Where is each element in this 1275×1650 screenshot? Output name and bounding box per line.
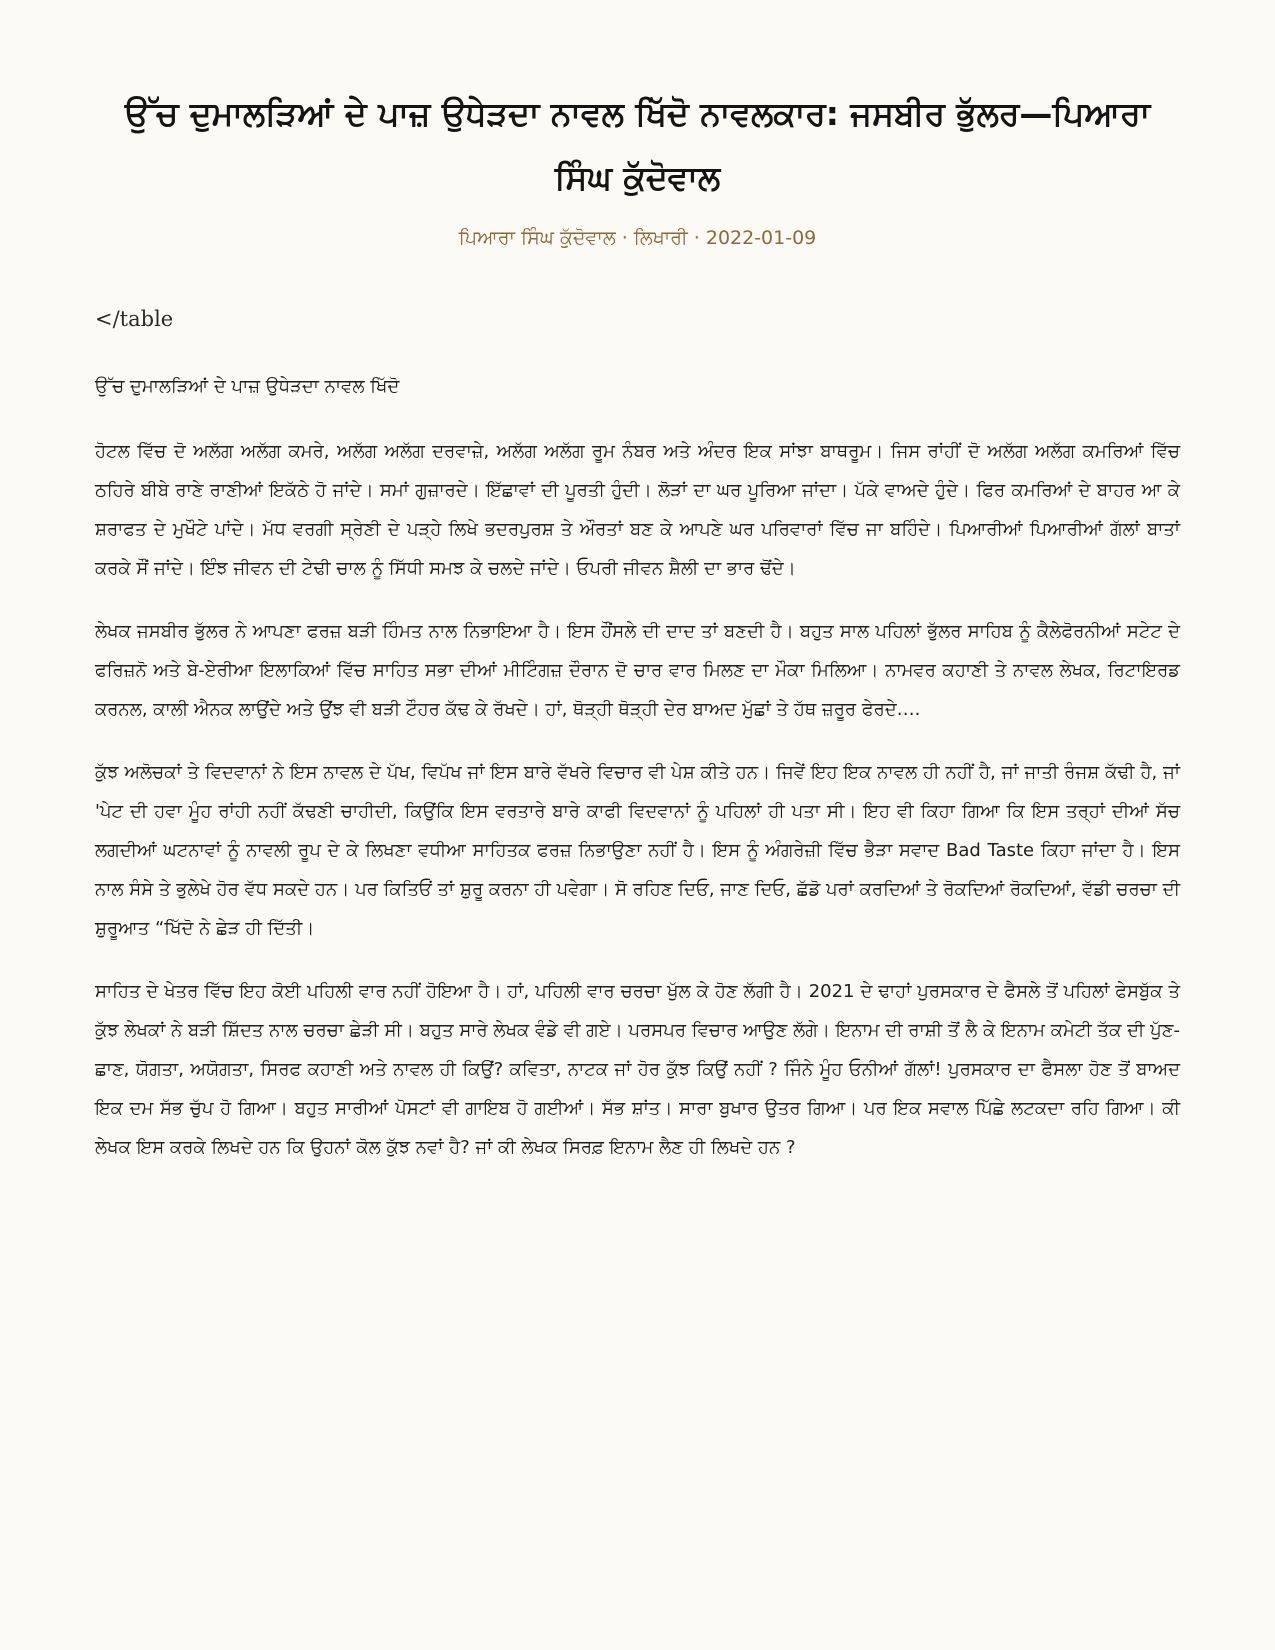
paragraph-3: ਕੁੱਝ ਅਲੋਚਕਾਂ ਤੇ ਵਿਦਵਾਨਾਂ ਨੇ ਇਸ ਨਾਵਲ ਦੇ ਪੱਖ, ਵਿਪੱਖ ਜਾਂ ਇਸ ਬਾਰੇ ਵੱਖਰੇ ਵਿਚਾਰ ਵੀ ਪੇਸ਼ ਕੀਤੇ ਹਨ। ਜਿਵੇਂ ਇਹ ਇਕ ਨਾਵਲ ਹੀ ਨਹੀਂ ਹੈ, ਜਾਂ ਜਾਤੀ ਰੰਜਸ਼ ਕੱਢੀ ਹੈ, ਜਾਂ 'ਪੇਟ ਦੀ ਹਵਾ ਮੂੰਹ ਰਾਂਹੀ ਨਹੀਂ ਕੱਢਣੀ ਚਾਹੀਦੀ, ਕਿਉਂਕਿ ਇਸ ਵਰਤਾਰੇ ਬਾਰੇ ਕਾਫੀ ਵਿਦਵਾਨਾਂ ਨੂੰ ਪਹਿਲਾਂ ਹੀ ਪਤਾ ਸੀ। ਇਹ ਵੀ ਕਿਹਾ ਗਿਆ ਕਿ ਇਸ ਤਰ੍ਹਾਂ ਦੀਆਂ ਸੱਚ ਲਗਦੀਆਂ ਘਟਨਾਵਾਂ ਨੂੰ ਨਾਵਲੀ ਰੂਪ ਦੇ ਕੇ ਲਿਖਣਾ ਵਧੀਆ ਸਾਹਿਤਕ ਫਰਜ਼ ਨਿਭਾਉਣਾ ਨਹੀਂ ਹੈ। ਇਸ ਨੂੰ ਅੰਗਰੇਜ਼ੀ ਵਿੱਚ ਭੈੜਾ ਸਵਾਦ Bad Taste ਕਿਹਾ ਜਾਂਦਾ ਹੈ। ਇਸ ਨਾਲ ਸੰਸੇ ਤੇ ਭੁਲੇਖੇ ਹੋਰ ਵੱਧ ਸਕਦੇ ਹਨ। ਪਰ ਕਿਤਿਓਂ ਤਾਂ ਸ਼ੁਰੂ ਕਰਨਾ ਹੀ ਪਵੇਗਾ। ਸੋ ਰਹਿਣ ਦਿਓ, ਜਾਣ ਦਿਓ, ਛੱਡੋ ਪਰਾਂ ਕਰਦਿਆਂ ਤੇ ਰੋਕਦਿਆਂ ਰੋਕਦਿਆਂ, ਵੱਡੀ ਚਰਚਾ ਦੀ ਸ਼ੁਰੂਆਤ “ਖਿੱਦੋ ਨੇ ਛੇੜ ਹੀ ਦਿੱਤੀ। xyxy=(95,762,1181,939)
paragraph-2: ਲੇਖਕ ਜਸਬੀਰ ਭੁੱਲਰ ਨੇ ਆਪਣਾ ਫਰਜ਼ ਬੜੀ ਹਿੰਮਤ ਨਾਲ ਨਿਭਾਇਆ ਹੈ। ਇਸ ਹੌਂਸਲੇ ਦੀ ਦਾਦ ਤਾਂ ਬਣਦੀ ਹੈ। ਬਹੁਤ ਸਾਲ ਪਹਿਲਾਂ ਭੁੱਲਰ ਸਾਹਿਬ ਨੂੰ ਕੈਲੇਫੋਰਨੀਆਂ ਸਟੇਟ ਦੇ ਫਰਿਜ਼ਨੋ ਅਤੇ ਬੇ-ਏਰੀਆ ਇਲਾਕਿਆਂ ਵਿੱਚ ਸਾਹਿਤ ਸਭਾ ਦੀਆਂ ਮੀਟਿੰਗਜ਼ ਦੌਰਾਨ ਦੋ ਚਾਰ ਵਾਰ ਮਿਲਣ ਦਾ ਮੌਕਾ ਮਿਲਿਆ। ਨਾਮਵਰ ਕਹਾਣੀ ਤੇ ਨਾਵਲ ਲੇਖਕ, ਰਿਟਾਇਰਡ ਕਰਨਲ, ਕਾਲੀ ਐਨਕ ਲਾਉਂਦੇ ਅਤੇ ਉਂਝ ਵੀ ਬੜੀ ਟੌਹਰ ਕੱਢ ਕੇ ਰੱਖਦੇ। ਹਾਂ, ਥੋੜ੍ਹੀ ਥੋੜ੍ਹੀ ਦੇਰ ਬਾਅਦ ਮੁੱਛਾਂ ਤੇ ਹੱਥ ਜ਼ਰੂਰ ਫੇਰਦੇ…. xyxy=(95,621,1180,720)
article-subheading: ਉੱਚ ਦੁਮਾਲੜਿਆਂ ਦੇ ਪਾਜ਼ ਉਧੇੜਦਾ ਨਾਵਲ ਖਿੱਦੋ xyxy=(95,376,400,397)
article-body xyxy=(95,304,1180,1167)
stray-markup-text: </table xyxy=(95,307,174,331)
paragraph-4: ਸਾਹਿਤ ਦੇ ਖੇਤਰ ਵਿੱਚ ਇਹ ਕੋਈ ਪਹਿਲੀ ਵਾਰ ਨਹੀਂ ਹੋਇਆ ਹੈ। ਹਾਂ, ਪਹਿਲੀ ਵਾਰ ਚਰਚਾ ਖੁੱਲ ਕੇ ਹੋਣ ਲੱਗੀ ਹੈ। 2021 ਦੇ ਢਾਹਾਂ ਪੁਰਸਕਾਰ ਦੇ ਫੈਸਲੇ ਤੋਂ ਪਹਿਲਾਂ ਫੇਸਬੁੱਕ ਤੇ ਕੁੱਝ ਲੇਖਕਾਂ ਨੇ ਬੜੀ ਸ਼ਿੱਦਤ ਨਾਲ ਚਰਚਾ ਛੇੜੀ ਸੀ। ਬਹੁਤ ਸਾਰੇ ਲੇਖਕ ਵੰਡੇ ਵੀ ਗਏ। ਪਰਸਪਰ ਵਿਚਾਰ ਆਉਣ ਲੱਗੇ। ਇਨਾਮ ਦੀ ਰਾਸ਼ੀ ਤੋਂ ਲੈ ਕੇ ਇਨਾਮ ਕਮੇਟੀ ਤੱਕ ਦੀ ਪੁੱਣ-ਛਾਣ, ਯੋਗਤਾ, ਅਯੋਗਤਾ, ਸਿਰਫ ਕਹਾਣੀ ਅਤੇ ਨਾਵਲ ਹੀ ਕਿਉਂ? ਕਵਿਤਾ, ਨਾਟਕ ਜਾਂ ਹੋਰ ਕੁੱਝ ਕਿਉਂ ਨਹੀਂ ? ਜਿੰਨੇ ਮੂੰਹ ਓਨੀਆਂ ਗੱਲਾਂ! ਪੁਰਸਕਾਰ ਦਾ ਫੈਸਲਾ ਹੋਣ ਤੋਂ ਬਾਅਦ ਇਕ ਦਮ ਸੱਭ ਚੁੱਪ ਹੋ ਗਿਆ। ਬਹੁਤ ਸਾਰੀਆਂ ਪੋਸਟਾਂ ਵੀ ਗਾਇਬ ਹੋ ਗਈਆਂ। ਸੱਭ ਸ਼ਾਂਤ। ਸਾਰਾ ਬੁਖਾਰ ਉਤਰ ਗਿਆ। ਪਰ ਇਕ ਸਵਾਲ ਪਿੱਛੇ ਲਟਕਦਾ ਰਹਿ ਗਿਆ। ਕੀ ਲੇਖਕ ਇਸ ਕਰਕੇ ਲਿਖਦੇ ਹਨ ਕਿ ਉਹਨਾਂ ਕੋਲ ਕੁੱਝ ਨਵਾਂ ਹੈ? ਜਾਂ ਕੀ ਲੇਖਕ ਸਿਰਫ਼ ਇਨਾਮ ਲੈਣ ਹੀ ਲਿਖਦੇ ਹਨ ? xyxy=(95,981,1180,1158)
article-title: ਉੱਚ ਦੁਮਾਲੜਿਆਂ ਦੇ ਪਾਜ਼ ਉਧੇੜਦਾ ਨਾਵਲ ਖਿੱਦੋ ਨਾਵਲਕਾਰ: ਜਸਬੀਰ ਭੁੱਲਰ—ਪਿਆਰਾ ਸਿੰਘ ਕੁੱਦੋਵਾਲ xyxy=(124,94,1151,197)
paragraph-1: ਹੋਟਲ ਵਿੱਚ ਦੋ ਅਲੱਗ ਅਲੱਗ ਕਮਰੇ, ਅਲੱਗ ਅਲੱਗ ਦਰਵਾਜ਼ੇ, ਅਲੱਗ ਅਲੱਗ ਰੂਮ ਨੰਬਰ ਅਤੇ ਅੰਦਰ ਇਕ ਸਾਂਝਾ ਬਾਥਰੂਮ। ਜਿਸ ਰਾਂਹੀਂ ਦੋ ਅਲੱਗ ਅਲੱਗ ਕਮਰਿਆਂ ਵਿੱਚ ਠਹਿਰੇ ਬੀਬੇ ਰਾਣੇ ਰਾਣੀਆਂ ਇਕੱਠੇ ਹੋ ਜਾਂਦੇ। ਸਮਾਂ ਗੁਜ਼ਾਰਦੇ। ਇੱਛਾਵਾਂ ਦੀ ਪੂਰਤੀ ਹੁੰਦੀ। ਲੋੜਾਂ ਦਾ ਘਰ ਪੂਰਿਆ ਜਾਂਦਾ। ਪੱਕੇ ਵਾਅਦੇ ਹੁੰਦੇ। ਫਿਰ ਕਮਰਿਆਂ ਦੇ ਬਾਹਰ ਆ ਕੇ ਸ਼ਰਾਫਤ ਦੇ ਮੁਖੌਟੇ ਪਾਂਦੇ। ਮੱਧ ਵਰਗੀ ਸ੍ਰੇਣੀ ਦੇ ਪੜ੍ਹੇ ਲਿਖੇ ਭਦਰਪੁਰਸ਼ ਤੇ ਔਰਤਾਂ ਬਣ ਕੇ ਆਪਣੇ ਘਰ ਪਰਿਵਾਰਾਂ ਵਿੱਚ ਜਾ ਬਹਿੰਦੇ। ਪਿਆਰੀਆਂ ਪਿਆਰੀਆਂ ਗੱਲਾਂ ਬਾਤਾਂ ਕਰਕੇ ਸੌਂ ਜਾਂਦੇ। ਇੰਝ ਜੀਵਨ ਦੀ ਟੇਢੀ ਚਾਲ ਨੂੰ ਸਿੱਧੀ ਸਮਝ ਕੇ ਚਲਦੇ ਜਾਂਦੇ। ਓਪਰੀ ਜੀਵਨ ਸ਼ੈਲੀ ਦਾ ਭਾਰ ਢੋਂਦੇ। xyxy=(95,441,1180,579)
article-byline: ਪਿਆਰਾ ਸਿੰਘ ਕੁੱਦੋਵਾਲ · ਲਿਖਾਰੀ · 2022-01-09 xyxy=(458,227,817,249)
